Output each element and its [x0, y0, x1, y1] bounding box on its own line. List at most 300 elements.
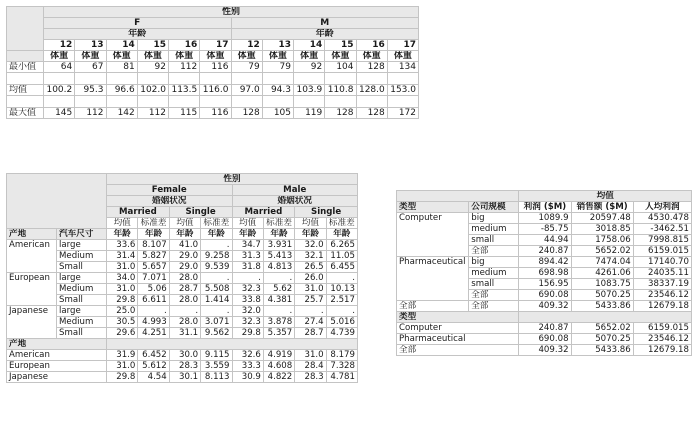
value-cell: 28.0: [169, 273, 200, 284]
value-cell: 32.3: [232, 284, 263, 295]
value-cell: 116.0: [200, 85, 231, 96]
value-cell: 94.3: [262, 85, 293, 96]
gender-header: 性别: [44, 7, 419, 18]
value-cell: 5433.86: [571, 345, 633, 356]
value-cell: 128: [231, 108, 262, 119]
age-measure-label: 年龄: [107, 229, 138, 240]
summary-row: [7, 361, 358, 372]
value-cell: 116: [200, 108, 231, 119]
value-cell: 172: [387, 108, 418, 119]
value-cell: 2.517: [326, 295, 357, 306]
summary-row: [7, 372, 358, 383]
value-cell: 5.06: [138, 284, 169, 295]
size-cell: large: [57, 273, 107, 284]
value-cell: 8.179: [326, 350, 357, 361]
value-cell: 145: [44, 108, 75, 119]
value-cell: .: [201, 240, 232, 251]
type-cell: [397, 224, 469, 235]
age-12-f: 12: [44, 40, 75, 51]
spacer-cell: [387, 96, 418, 108]
value-cell: 34.0: [107, 273, 138, 284]
table-row: [397, 246, 692, 257]
value-cell: 134: [387, 62, 418, 73]
type-cell: Computer: [397, 323, 519, 334]
measure-corner: [7, 51, 44, 62]
table-row: [7, 85, 419, 96]
size-cell: Medium: [57, 251, 107, 262]
table-row: [397, 257, 692, 268]
summary-row: [397, 323, 692, 334]
value-cell: 4.251: [138, 328, 169, 339]
type-cell: 全部: [397, 301, 469, 312]
age-16-f: 16: [169, 40, 200, 51]
value-cell: 5.413: [263, 251, 294, 262]
value-cell: .: [326, 273, 357, 284]
value-cell: 4.993: [138, 317, 169, 328]
type-cell: Pharmaceutical: [397, 334, 519, 345]
spacer-cell: [356, 96, 387, 108]
value-cell: 28.3: [169, 361, 200, 372]
value-cell: 64: [44, 62, 75, 73]
value-cell: .: [169, 306, 200, 317]
value-cell: 5433.86: [571, 301, 633, 312]
value-cell: 79: [262, 62, 293, 73]
measure-label: 体重: [75, 51, 106, 62]
age-measure-label: 年龄: [169, 229, 200, 240]
value-cell: 5.62: [263, 284, 294, 295]
table-row: [7, 317, 358, 328]
male-header: Male: [232, 185, 358, 196]
value-cell: 4.813: [263, 262, 294, 273]
value-cell: 5.016: [326, 317, 357, 328]
spacer-cell: [106, 73, 137, 85]
value-cell: 690.08: [519, 334, 571, 345]
value-cell: 30.9: [232, 372, 263, 383]
value-cell: 31.0: [107, 262, 138, 273]
value-cell: 1.414: [201, 295, 232, 306]
value-cell: 12679.18: [633, 301, 691, 312]
value-cell: 11.05: [326, 251, 357, 262]
value-cell: 31.1: [169, 328, 200, 339]
value-cell: .: [263, 306, 294, 317]
value-cell: 30.5: [107, 317, 138, 328]
group-f-header: F: [44, 18, 232, 29]
value-cell: 690.08: [519, 290, 571, 301]
age-measure-label: 年龄: [263, 229, 294, 240]
age-13-f: 13: [75, 40, 106, 51]
value-cell: 4.381: [263, 295, 294, 306]
origin-column-header: 产地: [7, 229, 57, 240]
value-cell: 95.3: [75, 85, 106, 96]
value-cell: .: [295, 306, 326, 317]
type-cell: [397, 235, 469, 246]
value-cell: 9.115: [201, 350, 232, 361]
married-header-female: Married: [107, 207, 170, 218]
value-cell: 894.42: [519, 257, 571, 268]
marital-header-female: 婚姻状况: [107, 196, 233, 207]
value-cell: 38337.19: [633, 279, 691, 290]
scale-cell: 全部: [469, 246, 519, 257]
age-measure-label: 年龄: [201, 229, 232, 240]
value-cell: 23546.12: [633, 334, 691, 345]
value-cell: 32.1: [295, 251, 326, 262]
value-cell: 4261.06: [571, 268, 633, 279]
value-cell: 6.265: [326, 240, 357, 251]
corner-cell: [7, 174, 107, 229]
value-cell: 31.8: [232, 262, 263, 273]
value-cell: 10.13: [326, 284, 357, 295]
value-cell: 33.6: [107, 240, 138, 251]
age-measure-label: 年龄: [138, 229, 169, 240]
value-cell: 44.94: [519, 235, 571, 246]
value-cell: 92: [294, 62, 325, 73]
value-cell: 26.0: [295, 273, 326, 284]
table-row: [397, 224, 692, 235]
value-cell: 5.508: [201, 284, 232, 295]
value-cell: 156.95: [519, 279, 571, 290]
age-header-m: 年龄: [231, 29, 419, 40]
value-cell: 67: [75, 62, 106, 73]
age-15-f: 15: [137, 40, 168, 51]
origin-cell: [7, 328, 57, 339]
value-cell: 29.0: [169, 262, 200, 273]
value-cell: 27.4: [295, 317, 326, 328]
mean-header: 均值: [519, 191, 692, 202]
value-cell: 28.0: [169, 295, 200, 306]
age-measure-label: 年龄: [326, 229, 357, 240]
value-cell: .: [326, 306, 357, 317]
value-cell: 33.3: [232, 361, 263, 372]
value-cell: 5652.02: [571, 323, 633, 334]
value-cell: 4530.478: [633, 213, 691, 224]
origin-cell: Japanese: [7, 372, 107, 383]
table-row: [7, 251, 358, 262]
scale-cell: big: [469, 213, 519, 224]
value-cell: 29.8: [107, 295, 138, 306]
value-cell: 5.357: [263, 328, 294, 339]
table-row: [7, 240, 358, 251]
value-cell: 25.7: [295, 295, 326, 306]
spacer-cell: [137, 73, 168, 85]
spacer-cell: [294, 96, 325, 108]
age-measure-label: 年龄: [295, 229, 326, 240]
spacer-cell: [294, 73, 325, 85]
company-profit-table: [396, 190, 692, 356]
corner-cell: [397, 191, 519, 202]
type-cell: [397, 246, 469, 257]
corner-cell: [7, 7, 44, 51]
value-cell: -3462.51: [633, 224, 691, 235]
scale-cell: 全部: [469, 301, 519, 312]
origin-cell: [7, 284, 57, 295]
value-cell: 30.1: [169, 372, 200, 383]
size-cell: Small: [57, 295, 107, 306]
value-cell: 3.071: [201, 317, 232, 328]
measure-label: 体重: [200, 51, 231, 62]
summary-row: [397, 345, 692, 356]
stat-sd-label: 标准差: [263, 218, 294, 229]
stat-sd-label: 标准差: [326, 218, 357, 229]
profit-column-header: 利润 ($M): [519, 202, 571, 213]
value-cell: 31.9: [107, 350, 138, 361]
value-cell: 32.3: [232, 317, 263, 328]
value-cell: 4.54: [138, 372, 169, 383]
type-cell: Pharmaceutical: [397, 257, 469, 268]
value-cell: 28.0: [169, 317, 200, 328]
value-cell: 1089.9: [519, 213, 571, 224]
value-cell: 142: [106, 108, 137, 119]
value-cell: .: [138, 306, 169, 317]
value-cell: 33.8: [232, 295, 263, 306]
value-cell: 3.931: [263, 240, 294, 251]
stat-sd-label: 标准差: [201, 218, 232, 229]
value-cell: .: [201, 306, 232, 317]
value-cell: 26.5: [295, 262, 326, 273]
spacer-cell: [44, 73, 75, 85]
size-cell: Small: [57, 262, 107, 273]
value-cell: 4.822: [263, 372, 294, 383]
value-cell: 116: [200, 62, 231, 73]
origin-cell: American: [7, 350, 107, 361]
spacer-cell: [7, 73, 44, 85]
value-cell: 5.827: [138, 251, 169, 262]
value-cell: 32.6: [232, 350, 263, 361]
value-cell: 115: [169, 108, 200, 119]
spacer-cell: [169, 96, 200, 108]
origin-cell: [7, 251, 57, 262]
value-cell: 7.071: [138, 273, 169, 284]
measure-label: 体重: [106, 51, 137, 62]
value-cell: 112: [169, 62, 200, 73]
spacer-cell: [75, 73, 106, 85]
value-cell: 29.6: [107, 328, 138, 339]
value-cell: 3018.85: [571, 224, 633, 235]
measure-label: 体重: [356, 51, 387, 62]
value-cell: 28.3: [295, 372, 326, 383]
origin-cell: Japanese: [7, 306, 57, 317]
value-cell: 5070.25: [571, 290, 633, 301]
row-label: 最小值: [7, 62, 44, 73]
size-cell: Medium: [57, 284, 107, 295]
spacer-cell: [231, 73, 262, 85]
value-cell: 6.455: [326, 262, 357, 273]
value-cell: 32.0: [295, 240, 326, 251]
value-cell: 409.32: [519, 345, 571, 356]
age-by-origin-size-table: [6, 173, 358, 383]
value-cell: 20597.48: [571, 213, 633, 224]
value-cell: 28.7: [295, 328, 326, 339]
table-row: [397, 235, 692, 246]
value-cell: 128: [325, 108, 356, 119]
value-cell: 119: [294, 108, 325, 119]
value-cell: 31.3: [232, 251, 263, 262]
value-cell: 698.98: [519, 268, 571, 279]
origin-cell: European: [7, 361, 107, 372]
single-header-male: Single: [295, 207, 358, 218]
summary-type-header: 类型: [397, 312, 519, 323]
value-cell: 31.0: [107, 361, 138, 372]
table-row: [397, 290, 692, 301]
value-cell: 100.2: [44, 85, 75, 96]
stat-mean-label: 均值: [232, 218, 263, 229]
measure-label: 体重: [262, 51, 293, 62]
value-cell: 29.8: [107, 372, 138, 383]
spacer-cell: [387, 73, 418, 85]
value-cell: 6.611: [138, 295, 169, 306]
value-cell: 128: [356, 108, 387, 119]
size-cell: Small: [57, 328, 107, 339]
value-cell: 96.6: [106, 85, 137, 96]
origin-cell: [7, 295, 57, 306]
spacer-cell: [137, 96, 168, 108]
single-header-female: Single: [169, 207, 232, 218]
value-cell: 240.87: [519, 323, 571, 334]
value-cell: 25.0: [107, 306, 138, 317]
value-cell: 4.739: [326, 328, 357, 339]
value-cell: 97.0: [231, 85, 262, 96]
measure-label: 体重: [387, 51, 418, 62]
value-cell: 5.612: [138, 361, 169, 372]
value-cell: 112: [137, 108, 168, 119]
value-cell: 240.87: [519, 246, 571, 257]
value-cell: 31.0: [295, 350, 326, 361]
summary-header-fill: [519, 312, 692, 323]
scale-cell: medium: [469, 268, 519, 279]
value-cell: 24035.11: [633, 268, 691, 279]
value-cell: 104: [325, 62, 356, 73]
age-measure-label: 年龄: [232, 229, 263, 240]
origin-cell: American: [7, 240, 57, 251]
sales-column-header: 销售额 ($M): [571, 202, 633, 213]
value-cell: 9.562: [201, 328, 232, 339]
table-row: [7, 328, 358, 339]
value-cell: 8.107: [138, 240, 169, 251]
value-cell: 7998.815: [633, 235, 691, 246]
value-cell: 4.608: [263, 361, 294, 372]
type-cell: 全部: [397, 345, 519, 356]
row-label: 均值: [7, 85, 44, 96]
spacer-cell: [262, 73, 293, 85]
value-cell: 7.328: [326, 361, 357, 372]
value-cell: 102.0: [137, 85, 168, 96]
group-m-header: M: [231, 18, 419, 29]
table-row: [397, 268, 692, 279]
value-cell: 5.657: [138, 262, 169, 273]
value-cell: .: [232, 273, 263, 284]
origin-cell: European: [7, 273, 57, 284]
table-row: [7, 273, 358, 284]
spacer-cell: [44, 96, 75, 108]
value-cell: 113.5: [169, 85, 200, 96]
value-cell: 31.0: [107, 284, 138, 295]
value-cell: 9.539: [201, 262, 232, 273]
measure-label: 体重: [325, 51, 356, 62]
age-15-m: 15: [325, 40, 356, 51]
value-cell: 128: [356, 62, 387, 73]
value-cell: 3.559: [201, 361, 232, 372]
age-16-m: 16: [356, 40, 387, 51]
value-cell: 30.0: [169, 350, 200, 361]
value-cell: 81: [106, 62, 137, 73]
age-14-m: 14: [294, 40, 325, 51]
value-cell: 4.781: [326, 372, 357, 383]
value-cell: 28.4: [295, 361, 326, 372]
age-header-f: 年龄: [44, 29, 232, 40]
value-cell: 6.452: [138, 350, 169, 361]
value-cell: 9.258: [201, 251, 232, 262]
value-cell: .: [201, 273, 232, 284]
age-17-f: 17: [200, 40, 231, 51]
value-cell: 31.4: [107, 251, 138, 262]
size-column-header: 汽车尺寸: [57, 229, 107, 240]
table-row: [7, 108, 419, 119]
spacer-cell: [106, 96, 137, 108]
value-cell: 105: [262, 108, 293, 119]
stat-mean-label: 均值: [295, 218, 326, 229]
marital-header-male: 婚姻状况: [232, 196, 358, 207]
value-cell: 29.0: [169, 251, 200, 262]
value-cell: 28.7: [169, 284, 200, 295]
measure-label: 体重: [294, 51, 325, 62]
spacer-cell: [200, 73, 231, 85]
value-cell: 29.8: [232, 328, 263, 339]
value-cell: 34.7: [232, 240, 263, 251]
value-cell: 4.919: [263, 350, 294, 361]
spacer-cell: [325, 96, 356, 108]
scale-cell: 全部: [469, 290, 519, 301]
row-label: 最大值: [7, 108, 44, 119]
value-cell: 41.0: [169, 240, 200, 251]
stat-sd-label: 标准差: [138, 218, 169, 229]
type-cell: [397, 268, 469, 279]
scale-cell: small: [469, 279, 519, 290]
value-cell: 5070.25: [571, 334, 633, 345]
origin-cell: [7, 262, 57, 273]
value-cell: 79: [231, 62, 262, 73]
size-cell: large: [57, 306, 107, 317]
value-cell: 112: [75, 108, 106, 119]
measure-label: 体重: [44, 51, 75, 62]
value-cell: 32.0: [232, 306, 263, 317]
table-row: [7, 284, 358, 295]
table-row: [7, 306, 358, 317]
value-cell: 110.8: [325, 85, 356, 96]
value-cell: 5652.02: [571, 246, 633, 257]
summary-header-fill: [107, 339, 358, 350]
value-cell: 92: [137, 62, 168, 73]
spacer-cell: [169, 73, 200, 85]
age-17-m: 17: [387, 40, 418, 51]
spacer-cell: [75, 96, 106, 108]
value-cell: 103.9: [294, 85, 325, 96]
per-capita-column-header: 人均利润: [633, 202, 691, 213]
type-cell: Computer: [397, 213, 469, 224]
gender-header: 性别: [107, 174, 358, 185]
value-cell: 1758.06: [571, 235, 633, 246]
table-row: [7, 262, 358, 273]
spacer-cell: [7, 96, 44, 108]
value-cell: 409.32: [519, 301, 571, 312]
table-row: [7, 295, 358, 306]
table-row: [397, 301, 692, 312]
table-row: [7, 62, 419, 73]
value-cell: 7474.04: [571, 257, 633, 268]
value-cell: .: [263, 273, 294, 284]
value-cell: 31.0: [295, 284, 326, 295]
spacer-cell: [325, 73, 356, 85]
stat-mean-label: 均值: [107, 218, 138, 229]
female-header: Female: [107, 185, 233, 196]
